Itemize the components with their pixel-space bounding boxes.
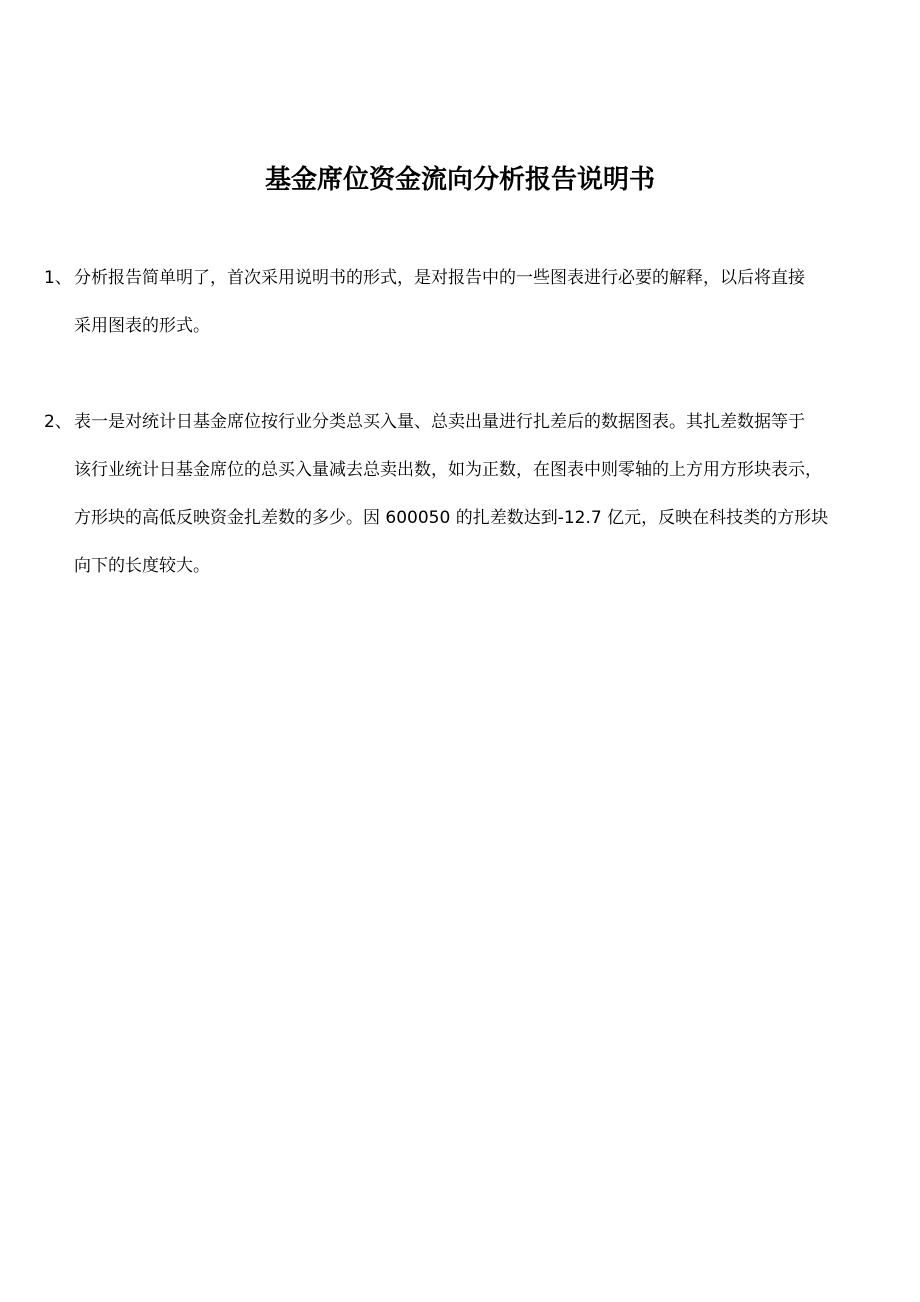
item-text-line: 采用图表的形式。 bbox=[74, 316, 210, 336]
document-title: 基金席位资金流向分析报告说明书 bbox=[264, 165, 655, 195]
item-text-line: 向下的长度较大。 bbox=[74, 556, 210, 576]
item-text bbox=[74, 254, 878, 350]
item-text-line: 分析报告简单明了，首次采用说明书的形式，是对报告中的一些图表进行必要的解释，以后将直接 bbox=[74, 268, 805, 288]
item-text bbox=[74, 398, 878, 590]
item-text-line: 该行业统计日基金席位的总买入量减去总卖出数，如为正数，在图表中则零轴的上方用方形块表示， bbox=[74, 460, 822, 480]
item-number: 2、 bbox=[44, 412, 72, 432]
item-text-line: 方形块的高低反映资金扎差数的多少。因 600050 的扎差数达到-12.7 亿元，反映在科技类的方形块 bbox=[74, 508, 829, 528]
item-text-line: 表一是对统计日基金席位按行业分类总买入量、总卖出量进行扎差后的数据图表。其扎差数据等于 bbox=[74, 412, 805, 432]
item-number: 1、 bbox=[44, 268, 72, 288]
list-item bbox=[44, 254, 878, 350]
list-item bbox=[44, 398, 878, 590]
